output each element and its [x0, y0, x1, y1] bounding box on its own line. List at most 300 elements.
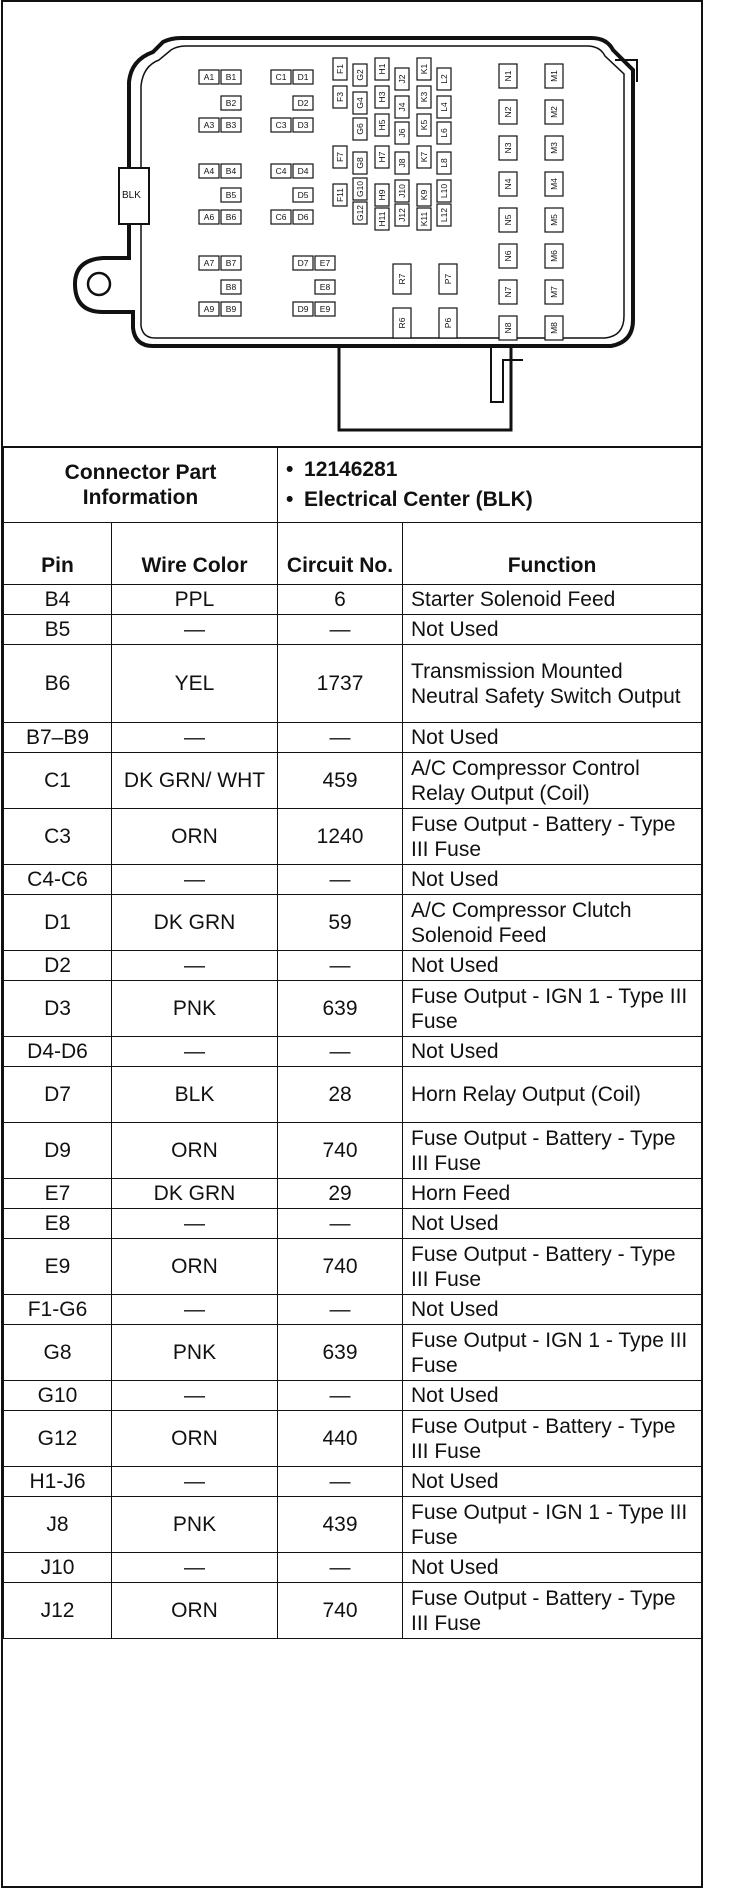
- svg-text:F7: F7: [335, 152, 345, 162]
- function-cell: Not Used: [403, 865, 702, 895]
- svg-text:J12: J12: [397, 208, 407, 222]
- svg-text:A4: A4: [203, 166, 215, 176]
- terminal-g2: [353, 64, 367, 86]
- terminal-r7: [393, 264, 411, 294]
- terminal-h7: [375, 146, 389, 168]
- svg-text:E8: E8: [319, 282, 331, 292]
- table-row: [4, 1179, 702, 1209]
- wire-color-cell: —: [112, 1381, 278, 1411]
- table-row: [4, 951, 702, 981]
- terminal-f1: [333, 58, 347, 80]
- terminal-e7: [315, 256, 335, 270]
- terminal-d5: [293, 188, 313, 202]
- svg-text:M1: M1: [549, 70, 559, 82]
- function-cell: Fuse Output - Battery - Type III Fuse: [403, 1123, 702, 1179]
- pin-cell: E9: [4, 1239, 112, 1295]
- terminal-cavities: [199, 58, 563, 340]
- svg-text:H3: H3: [377, 91, 387, 103]
- svg-text:A1: A1: [203, 72, 215, 82]
- svg-text:B5: B5: [225, 190, 237, 200]
- terminal-h11: [375, 208, 389, 230]
- table-row: [4, 1209, 702, 1239]
- svg-text:F1: F1: [335, 64, 345, 74]
- svg-text:J8: J8: [397, 158, 407, 168]
- svg-text:L12: L12: [439, 207, 449, 223]
- header-pin: Pin: [4, 523, 112, 585]
- function-cell: Not Used: [403, 1553, 702, 1583]
- pin-cell: J8: [4, 1497, 112, 1553]
- table-row: [4, 895, 702, 951]
- terminal-g10: [353, 178, 367, 200]
- terminal-k7: [417, 146, 431, 168]
- terminal-e8: [315, 280, 335, 294]
- terminal-c3: [271, 118, 291, 132]
- circuit-cell: —: [278, 1553, 403, 1583]
- svg-text:H5: H5: [377, 119, 387, 131]
- svg-text:G4: G4: [355, 97, 365, 109]
- svg-text:A7: A7: [203, 258, 215, 268]
- svg-text:D9: D9: [297, 304, 309, 314]
- bottom-tab-clip: [491, 346, 523, 402]
- circuit-cell: 29: [278, 1179, 403, 1209]
- terminal-n5: [499, 208, 517, 232]
- svg-text:K11: K11: [419, 211, 429, 227]
- pin-cell: D2: [4, 951, 112, 981]
- function-cell: Fuse Output - IGN 1 - Type III Fuse: [403, 1497, 702, 1553]
- svg-text:E7: E7: [319, 258, 331, 268]
- terminal-p6: [439, 308, 457, 338]
- svg-text:G12: G12: [355, 204, 365, 222]
- pin-table-body: [4, 447, 702, 1639]
- circuit-cell: 740: [278, 1123, 403, 1179]
- function-cell: Not Used: [403, 723, 702, 753]
- connector-face-view: [3, 2, 701, 446]
- header-circuit-no: Circuit No.: [278, 523, 403, 585]
- table-row: [4, 1123, 702, 1179]
- table-row: [4, 753, 702, 809]
- terminal-e9: [315, 302, 335, 316]
- circuit-cell: 1737: [278, 645, 403, 723]
- circuit-cell: 28: [278, 1067, 403, 1123]
- circuit-cell: —: [278, 1037, 403, 1067]
- circuit-cell: —: [278, 723, 403, 753]
- svg-text:H11: H11: [377, 211, 387, 227]
- table-row: [4, 585, 702, 615]
- terminal-r6: [393, 308, 411, 338]
- function-cell: Fuse Output - Battery - Type III Fuse: [403, 809, 702, 865]
- pin-cell: C1: [4, 753, 112, 809]
- wire-color-cell: BLK: [112, 1067, 278, 1123]
- terminal-k5: [417, 114, 431, 136]
- svg-text:R6: R6: [397, 317, 407, 329]
- wire-color-cell: ORN: [112, 1583, 278, 1639]
- wire-color-cell: ORN: [112, 1239, 278, 1295]
- function-cell: Fuse Output - Battery - Type III Fuse: [403, 1411, 702, 1467]
- wire-color-cell: —: [112, 951, 278, 981]
- svg-text:C4: C4: [275, 166, 287, 176]
- wire-color-cell: DK GRN: [112, 895, 278, 951]
- terminal-d1: [293, 70, 313, 84]
- pin-cell: D9: [4, 1123, 112, 1179]
- svg-text:M8: M8: [549, 322, 559, 334]
- svg-text:E9: E9: [319, 304, 331, 314]
- terminal-k3: [417, 86, 431, 108]
- terminal-j10: [395, 180, 409, 202]
- terminal-b1: [221, 70, 241, 84]
- svg-text:R7: R7: [397, 273, 407, 285]
- table-row: [4, 809, 702, 865]
- terminal-n7: [499, 280, 517, 304]
- terminal-f3: [333, 86, 347, 108]
- wire-color-cell: ORN: [112, 809, 278, 865]
- terminal-m7: [545, 280, 563, 304]
- terminal-a1: [199, 70, 219, 84]
- terminal-a6: [199, 210, 219, 224]
- svg-text:M7: M7: [549, 286, 559, 298]
- wire-color-cell: —: [112, 865, 278, 895]
- function-cell: A/C Compressor Clutch Solenoid Feed: [403, 895, 702, 951]
- terminal-c6: [271, 210, 291, 224]
- svg-text:N7: N7: [503, 286, 513, 298]
- terminal-c1: [271, 70, 291, 84]
- function-cell: Not Used: [403, 1037, 702, 1067]
- svg-text:N6: N6: [503, 250, 513, 262]
- svg-text:N3: N3: [503, 142, 513, 154]
- terminal-b9: [221, 302, 241, 316]
- function-cell: Horn Feed: [403, 1179, 702, 1209]
- svg-text:J2: J2: [397, 74, 407, 84]
- function-cell: Fuse Output - Battery - Type III Fuse: [403, 1583, 702, 1639]
- terminal-l8: [437, 152, 451, 174]
- wire-color-cell: —: [112, 1209, 278, 1239]
- svg-text:M3: M3: [549, 142, 559, 154]
- table-row: [4, 1553, 702, 1583]
- circuit-cell: 59: [278, 895, 403, 951]
- terminal-a9: [199, 302, 219, 316]
- header-function: Function: [403, 523, 702, 585]
- circuit-cell: —: [278, 1467, 403, 1497]
- terminal-g6: [353, 118, 367, 140]
- svg-text:C3: C3: [275, 120, 287, 130]
- wire-color-cell: PNK: [112, 1497, 278, 1553]
- terminal-a4: [199, 164, 219, 178]
- pin-cell: J12: [4, 1583, 112, 1639]
- terminal-m4: [545, 172, 563, 196]
- circuit-cell: —: [278, 865, 403, 895]
- svg-text:B4: B4: [225, 166, 237, 176]
- svg-text:B3: B3: [225, 120, 237, 130]
- terminal-m2: [545, 100, 563, 124]
- terminal-b6: [221, 210, 241, 224]
- wire-color-cell: —: [112, 1467, 278, 1497]
- pin-cell: H1-J6: [4, 1467, 112, 1497]
- terminal-l2: [437, 68, 451, 90]
- function-cell: Fuse Output - Battery - Type III Fuse: [403, 1239, 702, 1295]
- svg-text:K7: K7: [419, 151, 429, 163]
- function-cell: Fuse Output - IGN 1 - Type III Fuse: [403, 1325, 702, 1381]
- svg-text:B8: B8: [225, 282, 237, 292]
- pin-cell: B7–B9: [4, 723, 112, 753]
- svg-text:L10: L10: [439, 183, 449, 199]
- svg-text:G8: G8: [355, 157, 365, 169]
- circuit-cell: 6: [278, 585, 403, 615]
- terminal-l12: [437, 204, 451, 226]
- svg-text:D1: D1: [297, 72, 309, 82]
- connector-diagram: [3, 2, 701, 448]
- pin-cell: G10: [4, 1381, 112, 1411]
- terminal-f11: [333, 184, 347, 206]
- terminal-j6: [395, 122, 409, 144]
- svg-text:B7: B7: [225, 258, 237, 268]
- circuit-cell: —: [278, 1381, 403, 1411]
- wire-color-cell: ORN: [112, 1411, 278, 1467]
- pin-cell: G12: [4, 1411, 112, 1467]
- terminal-n4: [499, 172, 517, 196]
- function-cell: Not Used: [403, 951, 702, 981]
- circuit-cell: 740: [278, 1239, 403, 1295]
- circuit-cell: 439: [278, 1497, 403, 1553]
- table-row: [4, 615, 702, 645]
- side-label-blk: BLK: [122, 190, 141, 201]
- terminal-f7: [333, 146, 347, 168]
- terminal-j4: [395, 96, 409, 118]
- circuit-cell: —: [278, 1295, 403, 1325]
- svg-text:P6: P6: [443, 317, 453, 329]
- terminal-m6: [545, 244, 563, 268]
- pin-cell: E8: [4, 1209, 112, 1239]
- svg-text:J4: J4: [397, 102, 407, 112]
- terminal-m8: [545, 316, 563, 340]
- table-row: [4, 1411, 702, 1467]
- circuit-cell: 1240: [278, 809, 403, 865]
- terminal-a7: [199, 256, 219, 270]
- mounting-hole: [88, 273, 110, 295]
- table-row: [4, 1067, 702, 1123]
- pin-cell: D7: [4, 1067, 112, 1123]
- pin-cell: D1: [4, 895, 112, 951]
- wire-color-cell: —: [112, 723, 278, 753]
- terminal-l4: [437, 96, 451, 118]
- svg-text:M6: M6: [549, 250, 559, 262]
- pin-cell: B4: [4, 585, 112, 615]
- wire-color-cell: —: [112, 1553, 278, 1583]
- svg-text:J10: J10: [397, 184, 407, 198]
- svg-text:L6: L6: [439, 128, 449, 138]
- wire-color-cell: PNK: [112, 981, 278, 1037]
- function-cell: A/C Compressor Control Relay Output (Coil): [403, 753, 702, 809]
- terminal-b2: [221, 96, 241, 110]
- terminal-b8: [221, 280, 241, 294]
- pin-cell: B5: [4, 615, 112, 645]
- svg-text:C6: C6: [275, 212, 287, 222]
- svg-text:D5: D5: [297, 190, 309, 200]
- svg-text:L8: L8: [439, 158, 449, 168]
- connector-description: Electrical Center (BLK): [304, 487, 533, 511]
- wire-color-cell: PPL: [112, 585, 278, 615]
- document-frame: [1, 0, 703, 1888]
- circuit-cell: 639: [278, 981, 403, 1037]
- circuit-cell: 440: [278, 1411, 403, 1467]
- wire-color-cell: —: [112, 615, 278, 645]
- terminal-l6: [437, 122, 451, 144]
- terminal-b3: [221, 118, 241, 132]
- svg-text:N8: N8: [503, 322, 513, 334]
- terminal-d9: [293, 302, 313, 316]
- svg-text:A9: A9: [203, 304, 215, 314]
- terminal-h3: [375, 86, 389, 108]
- header-wire-color: Wire Color: [112, 523, 278, 585]
- table-row: [4, 981, 702, 1037]
- terminal-g4: [353, 92, 367, 114]
- pin-cell: G8: [4, 1325, 112, 1381]
- table-row: [4, 1381, 702, 1411]
- svg-text:N2: N2: [503, 106, 513, 118]
- terminal-h5: [375, 114, 389, 136]
- table-row: [4, 1325, 702, 1381]
- svg-text:D6: D6: [297, 212, 309, 222]
- pin-table: [3, 446, 702, 1639]
- svg-text:F11: F11: [335, 187, 345, 203]
- terminal-a3: [199, 118, 219, 132]
- svg-text:K5: K5: [419, 119, 429, 131]
- pin-cell: C4-C6: [4, 865, 112, 895]
- svg-text:N5: N5: [503, 214, 513, 226]
- table-row: [4, 865, 702, 895]
- terminal-g8: [353, 152, 367, 174]
- svg-text:D4: D4: [297, 166, 309, 176]
- svg-text:K3: K3: [419, 91, 429, 103]
- circuit-cell: 459: [278, 753, 403, 809]
- connector-part-number: 12146281: [304, 457, 398, 481]
- terminal-k9: [417, 184, 431, 206]
- function-cell: Transmission Mounted Neutral Safety Switch Output: [403, 645, 702, 723]
- terminal-d4: [293, 164, 313, 178]
- terminal-l10: [437, 180, 451, 202]
- terminal-j12: [395, 204, 409, 226]
- connector-info-label: Connector Part Information: [4, 447, 278, 523]
- svg-text:M4: M4: [549, 178, 559, 190]
- table-row: [4, 1467, 702, 1497]
- wire-color-cell: DK GRN/ WHT: [112, 753, 278, 809]
- circuit-cell: —: [278, 1209, 403, 1239]
- function-cell: Not Used: [403, 1295, 702, 1325]
- connector-info-row: [4, 447, 702, 523]
- wire-color-cell: DK GRN: [112, 1179, 278, 1209]
- wire-color-cell: YEL: [112, 645, 278, 723]
- svg-text:M5: M5: [549, 214, 559, 226]
- svg-text:A3: A3: [203, 120, 215, 130]
- function-cell: Horn Relay Output (Coil): [403, 1067, 702, 1123]
- terminal-m1: [545, 64, 563, 88]
- terminal-h1: [375, 58, 389, 80]
- pin-cell: F1-G6: [4, 1295, 112, 1325]
- circuit-cell: —: [278, 951, 403, 981]
- svg-text:F3: F3: [335, 92, 345, 102]
- svg-text:B6: B6: [225, 212, 237, 222]
- table-header-row: [4, 523, 702, 585]
- table-row: [4, 1583, 702, 1639]
- terminal-n3: [499, 136, 517, 160]
- terminal-b5: [221, 188, 241, 202]
- svg-text:K1: K1: [419, 63, 429, 75]
- svg-text:N1: N1: [503, 70, 513, 82]
- terminal-h9: [375, 184, 389, 206]
- terminal-d2: [293, 96, 313, 110]
- svg-text:B2: B2: [225, 98, 237, 108]
- svg-text:N4: N4: [503, 178, 513, 190]
- function-cell: Fuse Output - IGN 1 - Type III Fuse: [403, 981, 702, 1037]
- terminal-n8: [499, 316, 517, 340]
- pin-cell: C3: [4, 809, 112, 865]
- svg-text:J6: J6: [397, 128, 407, 138]
- svg-text:H7: H7: [377, 151, 387, 163]
- svg-text:K9: K9: [419, 189, 429, 201]
- svg-text:G2: G2: [355, 69, 365, 81]
- function-cell: Starter Solenoid Feed: [403, 585, 702, 615]
- terminal-b7: [221, 256, 241, 270]
- svg-text:L4: L4: [439, 102, 449, 112]
- function-cell: Not Used: [403, 615, 702, 645]
- circuit-cell: 639: [278, 1325, 403, 1381]
- table-row: [4, 1037, 702, 1067]
- table-row: [4, 1239, 702, 1295]
- terminal-p7: [439, 264, 457, 294]
- terminal-m3: [545, 136, 563, 160]
- svg-text:G10: G10: [355, 180, 365, 198]
- wire-color-cell: PNK: [112, 1325, 278, 1381]
- svg-text:G6: G6: [355, 123, 365, 135]
- terminal-j8: [395, 152, 409, 174]
- svg-text:B9: B9: [225, 304, 237, 314]
- terminal-d7: [293, 256, 313, 270]
- connector-info-values: • 12146281 • Electrical Center (BLK): [278, 447, 702, 523]
- terminal-d6: [293, 210, 313, 224]
- svg-text:A6: A6: [203, 212, 215, 222]
- terminal-n2: [499, 100, 517, 124]
- terminal-d3: [293, 118, 313, 132]
- wire-color-cell: ORN: [112, 1123, 278, 1179]
- table-row: [4, 1295, 702, 1325]
- pin-cell: J10: [4, 1553, 112, 1583]
- terminal-b4: [221, 164, 241, 178]
- circuit-cell: 740: [278, 1583, 403, 1639]
- svg-text:P7: P7: [443, 273, 453, 285]
- bottom-tab: [339, 346, 511, 430]
- terminal-k11: [417, 208, 431, 230]
- svg-text:H9: H9: [377, 189, 387, 201]
- svg-text:M2: M2: [549, 106, 559, 118]
- svg-text:D2: D2: [297, 98, 309, 108]
- pin-cell: D4-D6: [4, 1037, 112, 1067]
- pin-cell: D3: [4, 981, 112, 1037]
- circuit-cell: —: [278, 615, 403, 645]
- pin-cell: B6: [4, 645, 112, 723]
- terminal-k1: [417, 58, 431, 80]
- table-row: [4, 645, 702, 723]
- function-cell: Not Used: [403, 1209, 702, 1239]
- terminal-g12: [353, 202, 367, 224]
- terminal-j2: [395, 68, 409, 90]
- table-row: [4, 1497, 702, 1553]
- svg-text:L2: L2: [439, 74, 449, 84]
- function-cell: Not Used: [403, 1467, 702, 1497]
- wire-color-cell: —: [112, 1295, 278, 1325]
- wire-color-cell: —: [112, 1037, 278, 1067]
- function-cell: Not Used: [403, 1381, 702, 1411]
- svg-text:D3: D3: [297, 120, 309, 130]
- terminal-n1: [499, 64, 517, 88]
- svg-text:B1: B1: [225, 72, 237, 82]
